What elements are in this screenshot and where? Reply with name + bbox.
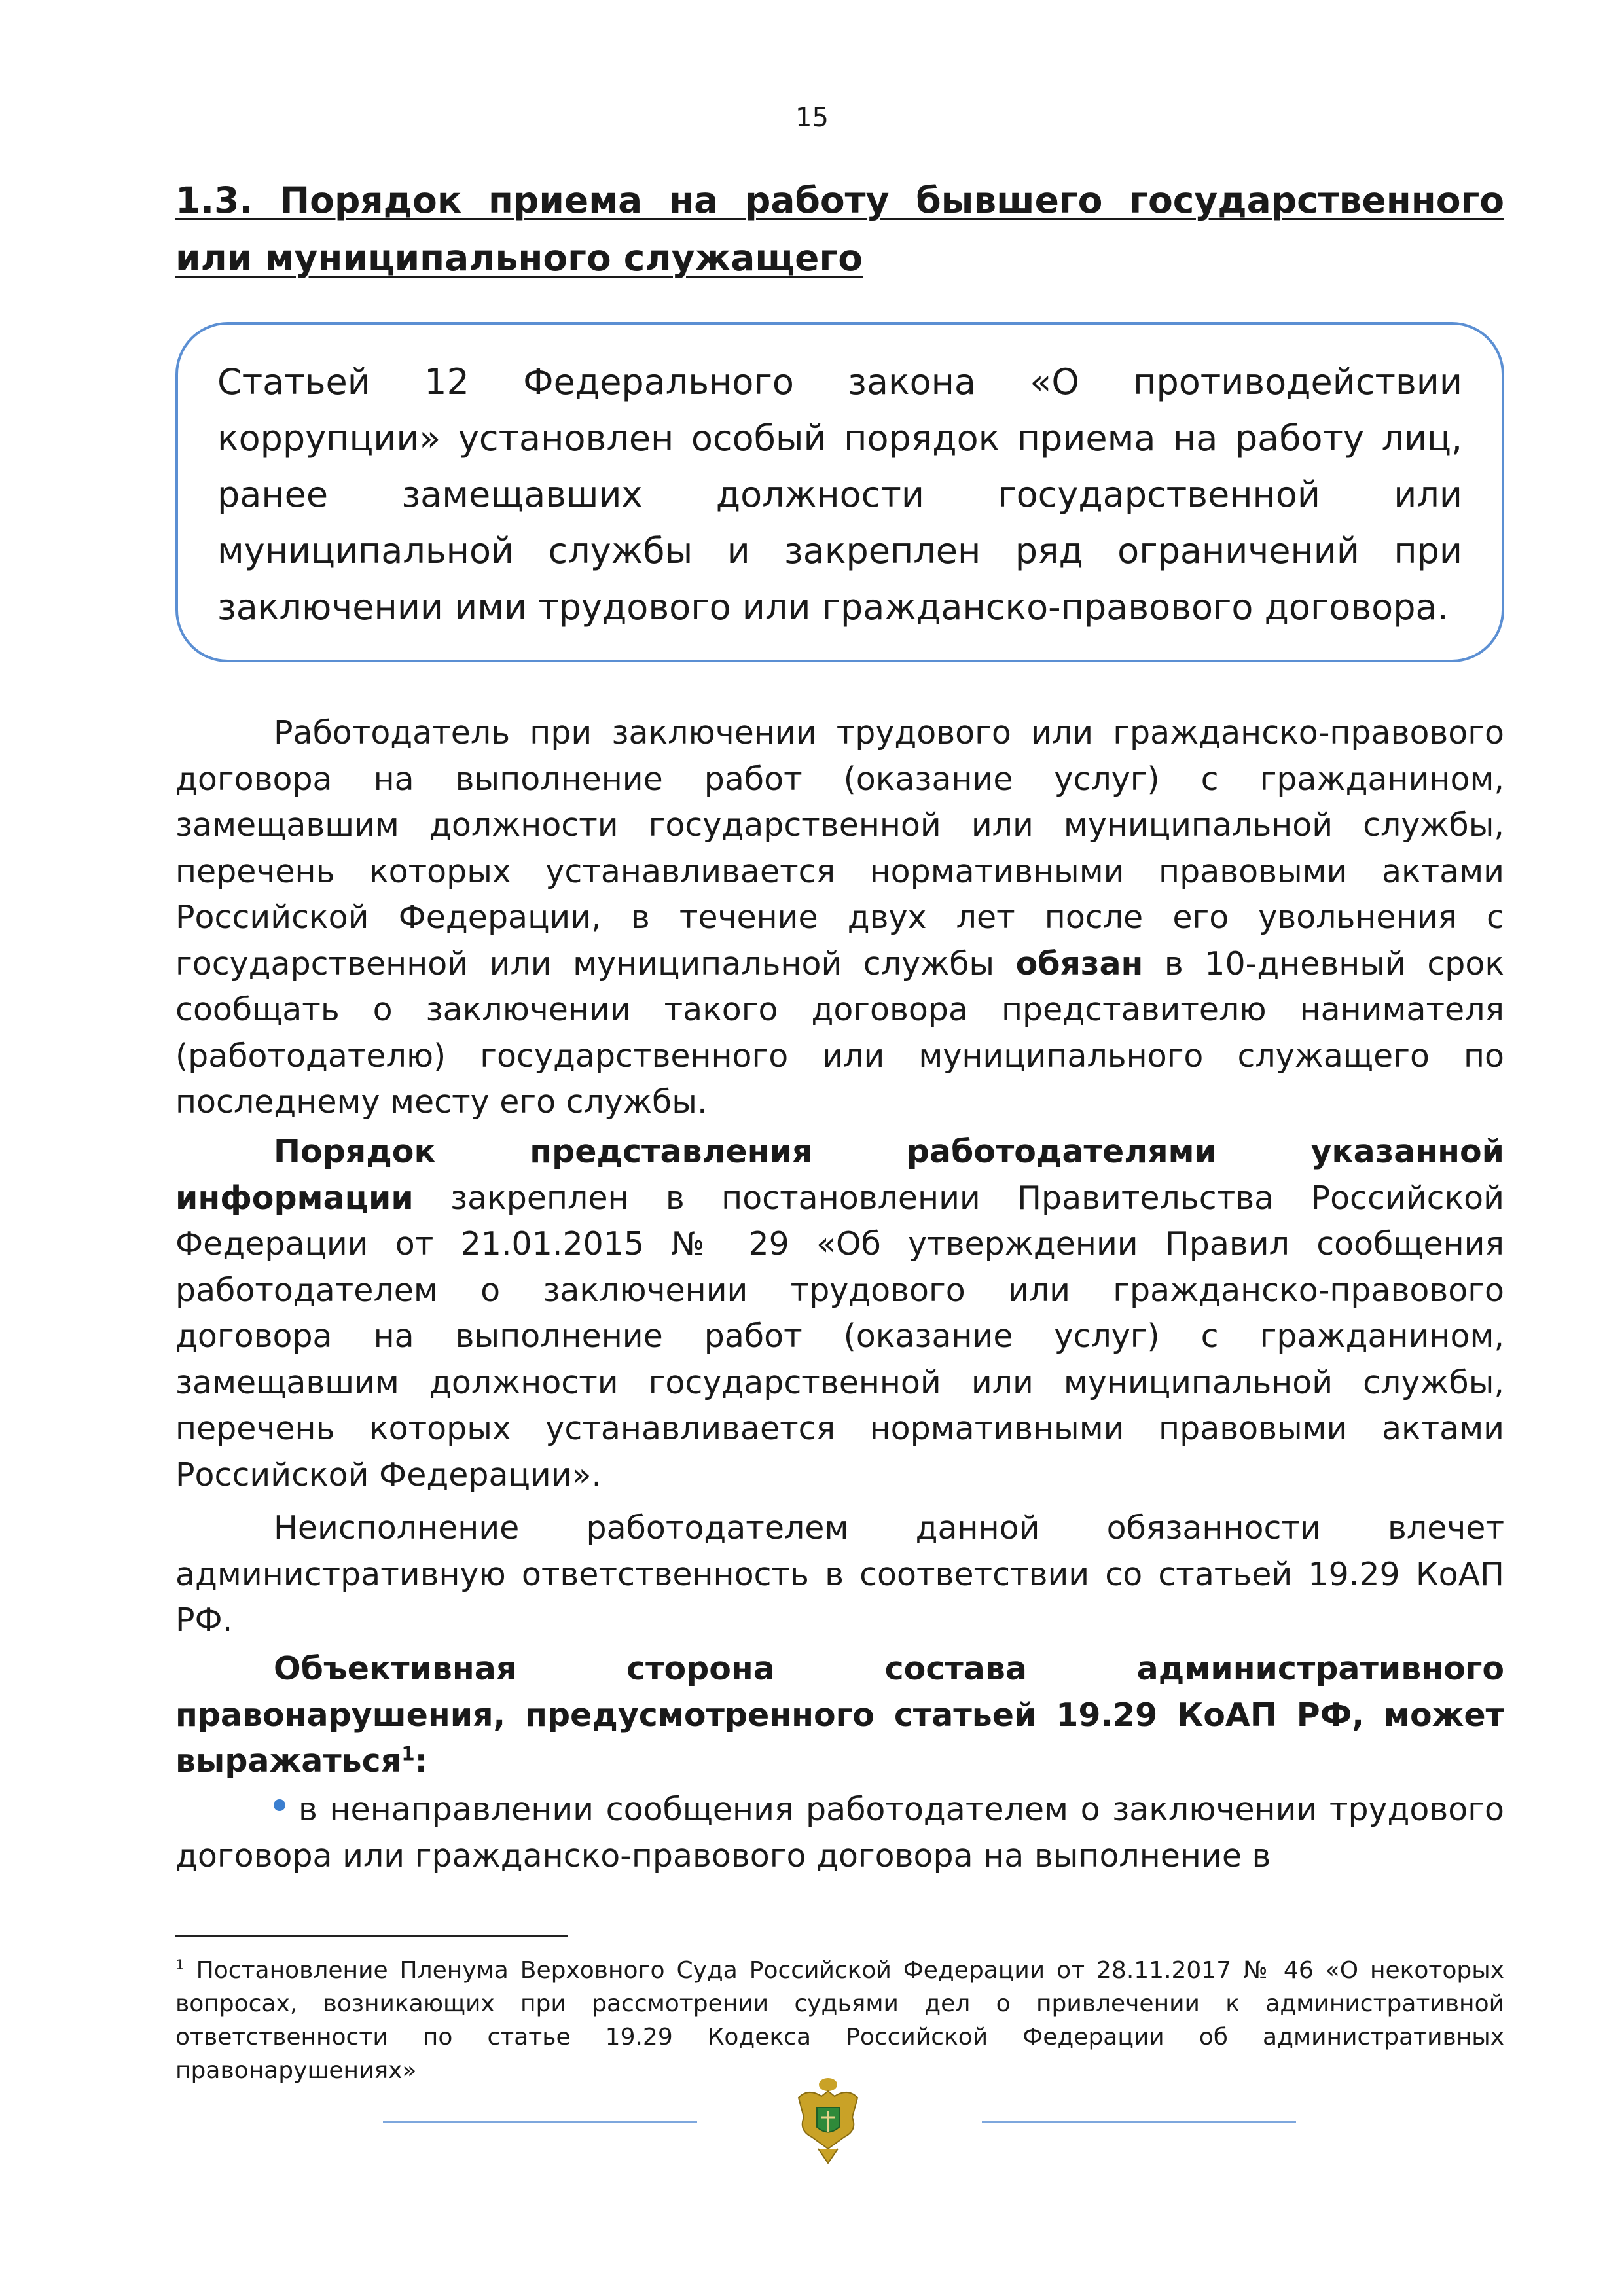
paragraph-employer-duty-end: в 10-дневный срок сообщать о заключении такого договора представителю нанимателя (работодателю) государственного или муниципального служащего по последнему месту его службы.: [175, 944, 1504, 1121]
paragraph-objective-side-colon: :: [414, 1742, 428, 1780]
footer-rule-right: [982, 2121, 1296, 2123]
paragraph-procedure: [175, 1129, 1504, 1498]
paragraph-employer-duty: [175, 710, 1504, 1126]
paragraph-procedure-text: закреплен в постановлении Правительства Российской Федерации от 21.01.2015 № 29 «Об утверждении Правил сообщения работодателем о заключении трудового или гражданско-правового договора на выполнение работ (оказание услуг) с гражданином, замещавшим должности государственной или муниципальной службы, перечень которых устанавливается нормативными правовыми актами Российской Федерации».: [175, 1179, 1504, 1494]
footnote-text: Постановление Пленума Верховного Суда Российской Федерации от 28.11.2017 № 46 «О некоторых вопросах, возникающих при рассмотрении судьями дел о привлечении к административной ответственности по статье 19.29 Кодекса Российской Федерации об административных правонарушениях»: [175, 1957, 1504, 2084]
section-heading-text: 1.3. Порядок приема на работу бывшего государственного или муниципального служащего: [175, 179, 1504, 279]
paragraph-objective-side: [175, 1646, 1504, 1785]
callout-box: [175, 322, 1504, 662]
footnote: [175, 1954, 1504, 2087]
callout-text: Статьей 12 Федерального закона «О противодействии коррупции» установлен особый порядок приема на работу лиц, ранее замещавших должности государственной или муниципальной службы и закреплен ряд ограничений при заключении ими трудового или гражданско-правового договора.: [217, 361, 1462, 628]
paragraph-employer-duty-start: Работодатель при заключении трудового или гражданско-правового договора на выполнение работ (оказание услуг) с гражданином, замещавшим должности государственной или муниципальной службы, перечень которых устанавливается нормативными правовыми актами Российской Федерации, в течение двух лет после его увольнения с государственной или муниципальной службы: [175, 714, 1504, 982]
prosecutor-emblem-icon: [792, 2072, 864, 2170]
bullet-dot-icon: [274, 1799, 285, 1811]
footnote-divider: [175, 1935, 568, 1937]
page-number: 15: [795, 103, 829, 133]
paragraph-procedure-bold: Порядок представления работодателями указанной информации: [175, 1133, 1504, 1217]
paragraph-employer-duty-bold: обязан: [1015, 944, 1144, 982]
bullet-item: [175, 1787, 1504, 1879]
paragraph-liability: Неисполнение работодателем данной обязанности влечет административную ответственность в соответствии со статьей 19.29 КоАП РФ.: [175, 1509, 1504, 1639]
paragraph-objective-side-text: Объективная сторона состава административного правонарушения, предусмотренного статьей 19.29 КоАП РФ, может выражаться: [175, 1650, 1504, 1780]
footer-rule-left: [383, 2121, 697, 2123]
footnote-ref[interactable]: 1: [401, 1742, 415, 1765]
footnote-marker: 1: [175, 1957, 185, 1973]
section-heading: [175, 171, 1504, 287]
bullet-item-text: в ненаправлении сообщения работодателем о заключении трудового договора или гражданско-правового договора на выполнение в: [175, 1791, 1504, 1874]
